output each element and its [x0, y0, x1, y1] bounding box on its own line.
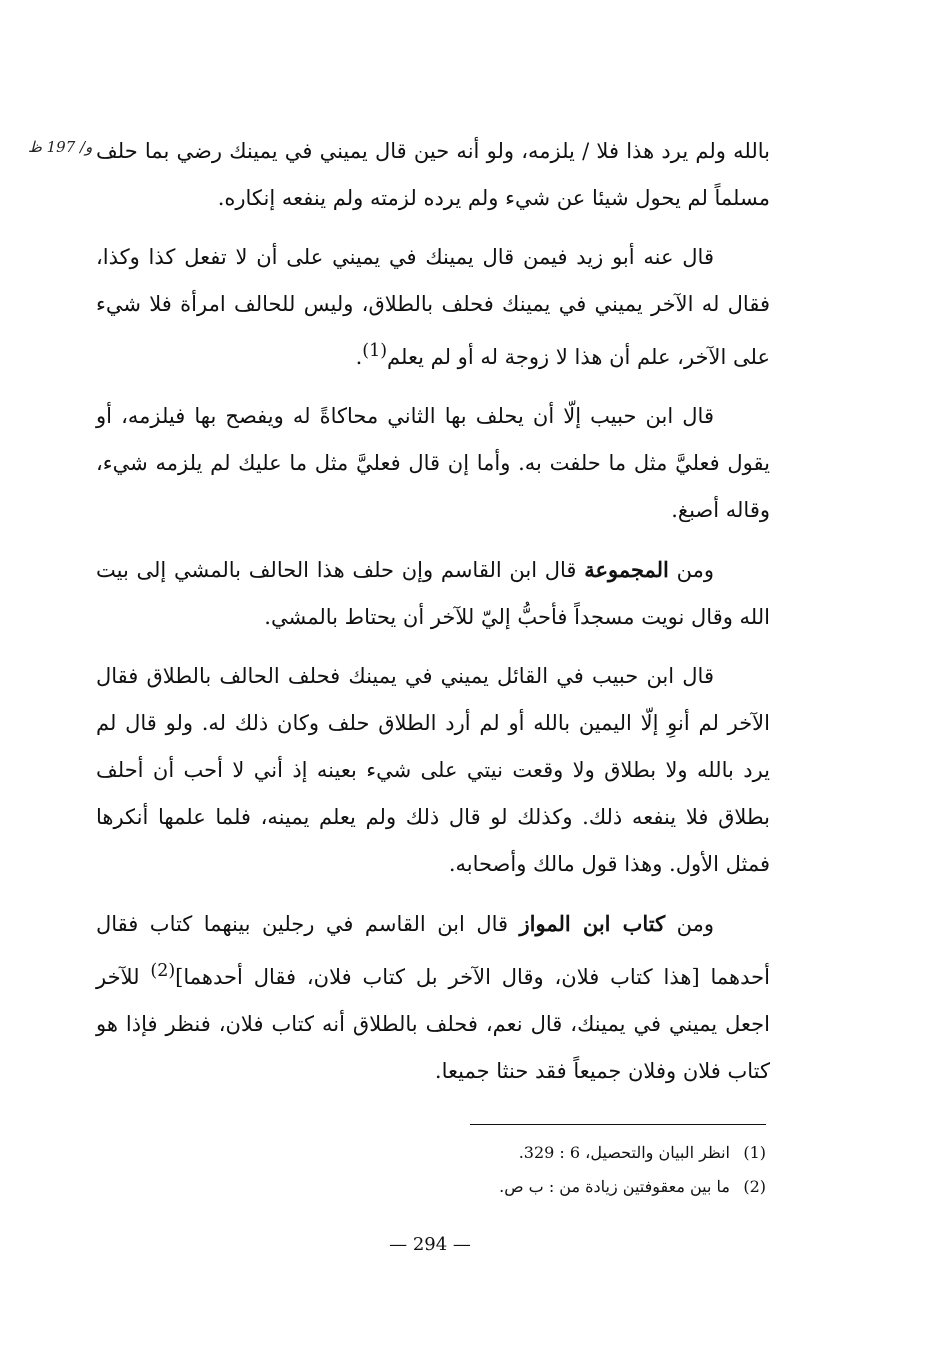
paragraph-text: .	[355, 345, 363, 369]
footnote-ref: (2)	[150, 961, 176, 981]
paragraph-text: قال ابن القاسم في رجلين بينهما كتاب فقال أحدهما [هذا كتاب فلان، وقال الآخر بل كتاب فلان، فقال أحدهما]	[96, 912, 770, 989]
footnote-divider	[470, 1124, 766, 1125]
paragraph	[96, 128, 770, 222]
paragraph-text: قال ابن حبيب إلّا أن يحلف بها الثاني محاكاةً له ويفصح بها فيلزمه، أو يقول فعليَّ مثل ما حلفت به. وأما إن قال فعليَّ مثل ما عليك لم يلزمه شيء، وقاله أصبغ.	[96, 404, 770, 522]
paragraph	[96, 234, 770, 381]
paragraph	[96, 546, 770, 641]
paragraph-text: ومن	[665, 912, 714, 936]
paragraph	[96, 900, 770, 1095]
footnote	[300, 1170, 766, 1204]
paragraph-text: قال ابن حبيب في القائل يميني في يمينك فحلف الحالف بالطلاق فقال الآخر لم أنوِ إلّا اليمين بالله أو لم أرد الطلاق حلف وكان ذلك له. ولو قال لم يرد بالله ولا بطلاق ولا وقعت نيتي على شيء بعينه إذ أني لا أحب أن أحلف بطلاق فلا ينفعه ذلك. وكذلك لو قال ذلك ولم يعلم يمينه، فلما علمها أنكرها فمثل الأول. وهذا قول مالك وأصحابه.	[96, 664, 770, 876]
footnote-number: (1)	[743, 1143, 766, 1162]
page-number: — 294 —	[389, 1234, 471, 1255]
footnote-number: (2)	[743, 1177, 766, 1196]
main-text	[96, 128, 770, 1107]
footnote-text: ما بين معقوفتين زيادة من : ب ص.	[499, 1177, 730, 1196]
paragraph-text: ومن	[668, 558, 714, 582]
book-title: المجموعة	[584, 557, 669, 582]
paragraph-text: للآخر اجعل يميني في يمينك، قال نعم، فحلف بالطلاق أنه كتاب فلان، فنظر فإذا هو كتاب فلان وفلان جميعاً فقد حنثا جميعا.	[96, 965, 770, 1083]
paragraph	[96, 393, 770, 534]
footnote-ref: (1)	[362, 341, 388, 361]
paragraph	[96, 653, 770, 888]
paragraph-text: قال عنه أبو زيد فيمن قال يمينك في يميني على أن لا تفعل كذا وكذا، فقال له الآخر يميني في يمينك فحلف بالطلاق، وليس للحالف امرأة فلا شيء على الآخر، علم أن هذا لا زوجة له أو لم يعلم	[96, 245, 770, 369]
book-title: كتاب ابن المواز	[519, 911, 666, 936]
marginal-folio-note: و/ 197 ظ	[28, 138, 93, 156]
footnote	[300, 1136, 766, 1170]
paragraph-text: قال ابن القاسم وإن حلف هذا الحالف بالمشي إلى بيت الله وقال نويت مسجداً فأحبُّ إليّ للآخر أن يحتاط بالمشي.	[96, 558, 770, 629]
footnotes	[300, 1136, 766, 1204]
paragraph-text: بالله ولم يرد هذا فلا / يلزمه، ولو أنه حين قال يميني في يمينك رضي بما حلف مسلماً لم يحول شيئا عن شيء ولم يرده لزمته ولم ينفعه إنكاره.	[96, 139, 770, 210]
footnote-text: انظر البيان والتحصيل، 6 : 329.	[518, 1143, 730, 1162]
